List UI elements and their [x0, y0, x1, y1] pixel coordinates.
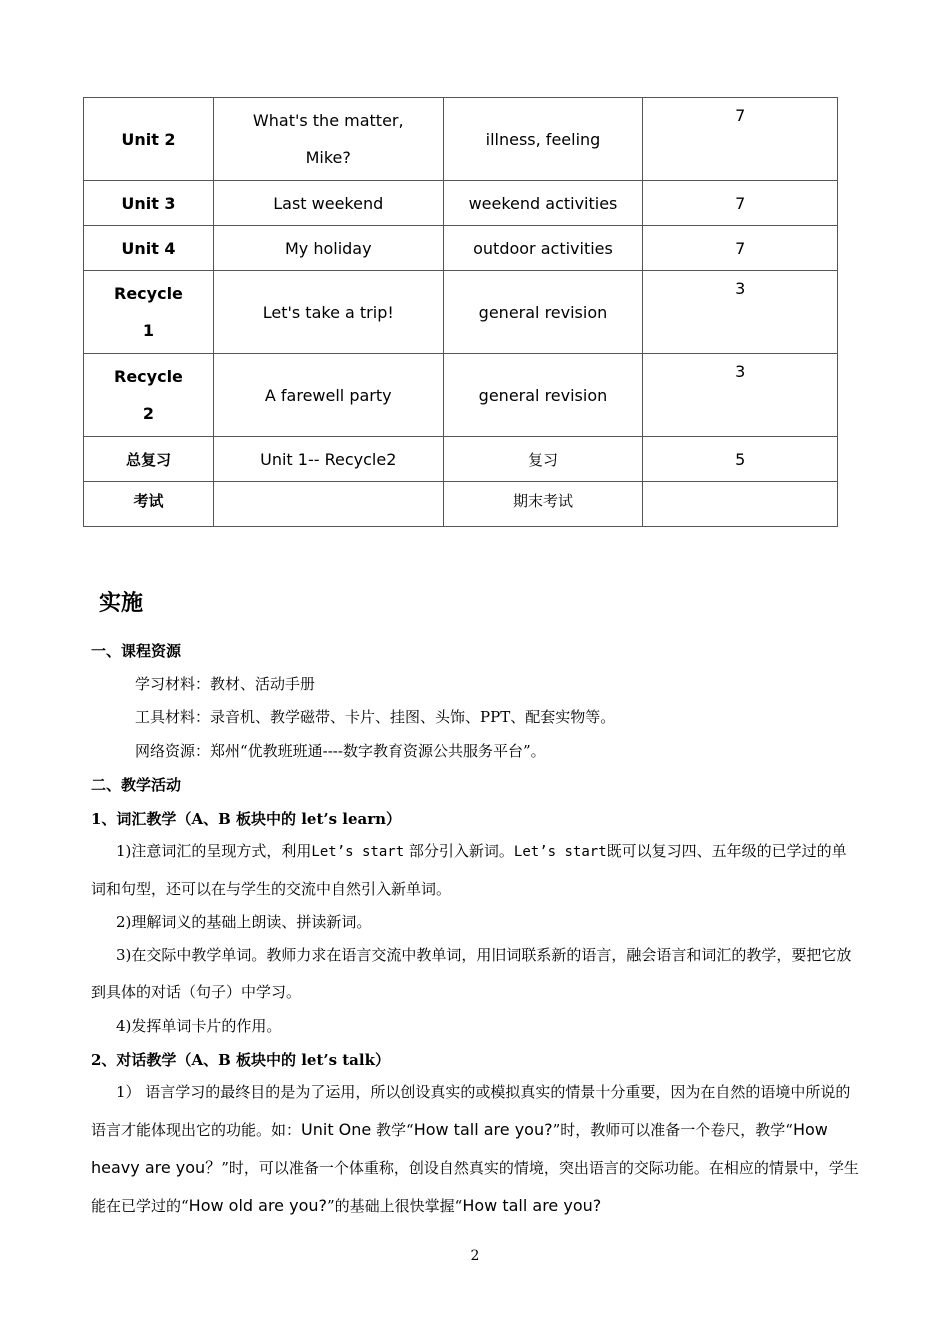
unit-cell: Unit 2: [84, 98, 214, 181]
resource-item: 网络资源：郑州“优教班班通----数字教育资源公共服务平台”。: [135, 742, 546, 760]
unit-cell: Unit 4: [84, 226, 214, 271]
unit-cell: 总复习: [84, 437, 214, 482]
unit-cell: 考试: [84, 482, 214, 527]
unit-cell: Unit 3: [84, 181, 214, 226]
content-cell: 复习: [443, 437, 643, 482]
content-cell: 期末考试: [443, 482, 643, 527]
table-row: [84, 437, 838, 482]
table-row: [84, 354, 838, 437]
content-cell: illness, feeling: [443, 98, 643, 181]
vocab-paragraph-2: 2)理解词义的基础上朗读、拼读新词。: [116, 913, 372, 931]
hours-cell: 3: [643, 354, 838, 437]
dialog-heading: 2、对话教学（A、B 板块中的 let’s talk）: [91, 1051, 390, 1069]
resource-item: 工具材料：录音机、教学磁带、卡片、挂图、头饰、PPT、配套实物等。: [135, 708, 616, 726]
hours-cell: 3: [643, 271, 838, 354]
topic-cell: [213, 482, 443, 527]
vocab-paragraph-4: 4)发挥单词卡片的作用。: [116, 1017, 282, 1035]
hours-cell: [643, 482, 838, 527]
content-cell: outdoor activities: [443, 226, 643, 271]
topic-cell: My holiday: [213, 226, 443, 271]
table-row: [84, 482, 838, 527]
vocab-paragraph-3: 3)在交际中教学单词。教师力求在语言交流中教单词，用旧词联系新的语言，融会语言和词汇的教学，要把它放到具体的对话（句子）中学习。: [91, 946, 852, 1001]
topic-cell: Last weekend: [213, 181, 443, 226]
course-schedule-table: [83, 97, 838, 527]
resources-heading: 一、课程资源: [91, 642, 182, 660]
topic-cell: A farewell party: [213, 354, 443, 437]
hours-cell: 5: [643, 437, 838, 482]
content-cell: general revision: [443, 354, 643, 437]
vocab-paragraph-1: 1)注意词汇的呈现方式，利用Let’s start 部分引入新词。Let’s start既可以复习四、五年级的已学过的单词和句型，还可以在与学生的交流中自然引入新单词。: [91, 842, 847, 898]
table-row: [84, 181, 838, 226]
table-row: [84, 271, 838, 354]
activities-heading: 二、教学活动: [91, 776, 182, 794]
page-number: 2: [470, 1248, 480, 1264]
content-cell: general revision: [443, 271, 643, 354]
topic-cell: What's the matter, Mike?: [213, 98, 443, 181]
topic-cell: Let's take a trip!: [213, 271, 443, 354]
resource-item: 学习材料：教材、活动手册: [135, 675, 316, 693]
hours-cell: 7: [643, 98, 838, 181]
hours-cell: 7: [643, 226, 838, 271]
dialog-paragraph-1: 1） 语言学习的最终目的是为了运用，所以创设真实的或模拟真实的情景十分重要，因为在自然的语境中所说的语言才能体现出它的功能。如：Unit One 教学“How tall are you?”时，教师可以准备一个卷尺，教学“How heavy are you？”时，可以准备一个体重称，创设自然真实的情境，突出语言的交际功能。在相应的情景中，学生能在已学过的“How old are you?”的基础上很快掌握“How tall are you?: [91, 1083, 859, 1215]
table-row: [84, 226, 838, 271]
vocab-heading: 1、词汇教学（A、B 板块中的 let’s learn）: [91, 810, 402, 828]
unit-cell: Recycle 1: [84, 271, 214, 354]
table-row: [84, 98, 838, 181]
content-cell: weekend activities: [443, 181, 643, 226]
unit-cell: Recycle 2: [84, 354, 214, 437]
topic-cell: Unit 1-- Recycle2: [213, 437, 443, 482]
hours-cell: 7: [643, 181, 838, 226]
section-title: 实施: [99, 591, 144, 616]
